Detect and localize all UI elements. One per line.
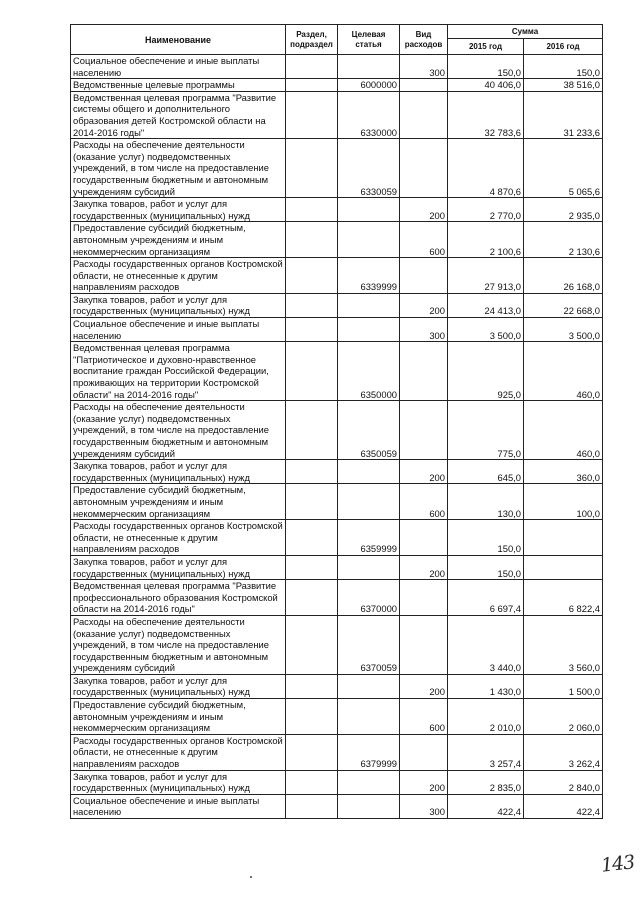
row-2015-cell: 40 406,0 bbox=[448, 79, 524, 92]
handwritten-page-number: 143 bbox=[599, 851, 636, 877]
table-row bbox=[71, 293, 603, 317]
row-section-cell bbox=[286, 55, 338, 79]
row-name-cell: Расходы государственных органов Костромской области, не отнесенные к другим направлениям расходов bbox=[71, 258, 286, 294]
table-row bbox=[71, 734, 603, 770]
row-2016-cell: 2 840,0 bbox=[524, 770, 603, 794]
row-type-cell: 300 bbox=[400, 794, 448, 818]
row-target-cell bbox=[338, 55, 400, 79]
row-2015-cell: 2 835,0 bbox=[448, 770, 524, 794]
row-type-cell: 200 bbox=[400, 674, 448, 698]
row-name-cell: Расходы государственных органов Костромской области, не отнесенные к другим направлениям расходов bbox=[71, 520, 286, 556]
row-section-cell bbox=[286, 734, 338, 770]
row-name-cell: Социальное обеспечение и иные выплаты населению bbox=[71, 55, 286, 79]
row-2015-cell: 3 500,0 bbox=[448, 318, 524, 342]
row-type-cell: 200 bbox=[400, 555, 448, 579]
row-name-cell: Закупка товаров, работ и услуг для государственных (муниципальных) нужд bbox=[71, 674, 286, 698]
row-2015-cell: 150,0 bbox=[448, 520, 524, 556]
row-target-cell: 6370000 bbox=[338, 580, 400, 616]
row-section-cell bbox=[286, 222, 338, 258]
row-type-cell bbox=[400, 258, 448, 294]
row-2015-cell: 150,0 bbox=[448, 555, 524, 579]
row-section-cell bbox=[286, 293, 338, 317]
row-2015-cell: 2 010,0 bbox=[448, 699, 524, 735]
table-row bbox=[71, 460, 603, 484]
row-target-cell bbox=[338, 318, 400, 342]
row-type-cell bbox=[400, 580, 448, 616]
row-type-cell: 600 bbox=[400, 484, 448, 520]
row-type-cell: 600 bbox=[400, 699, 448, 735]
row-target-cell bbox=[338, 770, 400, 794]
header-type: Вид расходов bbox=[400, 25, 448, 55]
row-2016-cell: 3 500,0 bbox=[524, 318, 603, 342]
row-2015-cell: 27 913,0 bbox=[448, 258, 524, 294]
row-2015-cell: 3 257,4 bbox=[448, 734, 524, 770]
row-section-cell bbox=[286, 615, 338, 674]
row-name-cell: Расходы на обеспечение деятельности (оказание услуг) подведомственных учреждений, в том числе на предоставление государственным бюджетным и автономным учреждениям субсидий bbox=[71, 615, 286, 674]
table-row bbox=[71, 484, 603, 520]
row-2015-cell: 3 440,0 bbox=[448, 615, 524, 674]
row-2016-cell: 150,0 bbox=[524, 55, 603, 79]
row-section-cell bbox=[286, 555, 338, 579]
row-name-cell: Расходы государственных органов Костромской области, не отнесенные к другим направлениям расходов bbox=[71, 734, 286, 770]
row-name-cell: Ведомственная целевая программа "Развитие профессионального образования Костромской области на 2014-2016 годы" bbox=[71, 580, 286, 616]
table-row bbox=[71, 770, 603, 794]
table-row bbox=[71, 580, 603, 616]
table-row bbox=[71, 342, 603, 401]
row-name-cell: Ведомственная целевая программа "Развитие системы общего и дополнительного образования детей Костромской области на 2014-2016 годы" bbox=[71, 91, 286, 138]
row-target-cell: 6350059 bbox=[338, 401, 400, 460]
row-target-cell bbox=[338, 794, 400, 818]
row-2016-cell: 22 668,0 bbox=[524, 293, 603, 317]
row-2016-cell: 100,0 bbox=[524, 484, 603, 520]
row-section-cell bbox=[286, 770, 338, 794]
row-type-cell bbox=[400, 91, 448, 138]
row-2016-cell: 460,0 bbox=[524, 342, 603, 401]
table-row bbox=[71, 401, 603, 460]
row-target-cell: 6379999 bbox=[338, 734, 400, 770]
row-2015-cell: 1 430,0 bbox=[448, 674, 524, 698]
row-name-cell: Предоставление субсидий бюджетным, автономным учреждениям и иным некоммерческим организациям bbox=[71, 484, 286, 520]
row-type-cell bbox=[400, 734, 448, 770]
row-2016-cell: 2 060,0 bbox=[524, 699, 603, 735]
row-2016-cell: 360,0 bbox=[524, 460, 603, 484]
row-target-cell bbox=[338, 293, 400, 317]
row-section-cell bbox=[286, 699, 338, 735]
row-section-cell bbox=[286, 794, 338, 818]
row-type-cell bbox=[400, 520, 448, 556]
row-name-cell: Закупка товаров, работ и услуг для государственных (муниципальных) нужд bbox=[71, 555, 286, 579]
row-2015-cell: 2 770,0 bbox=[448, 198, 524, 222]
table-row bbox=[71, 198, 603, 222]
row-section-cell bbox=[286, 580, 338, 616]
row-target-cell: 6339999 bbox=[338, 258, 400, 294]
header-sum: Сумма bbox=[448, 25, 603, 39]
row-2015-cell: 2 100,6 bbox=[448, 222, 524, 258]
row-type-cell bbox=[400, 79, 448, 92]
row-type-cell: 200 bbox=[400, 293, 448, 317]
row-target-cell: 6350000 bbox=[338, 342, 400, 401]
scan-speck bbox=[250, 876, 252, 878]
row-2015-cell: 775,0 bbox=[448, 401, 524, 460]
row-type-cell bbox=[400, 139, 448, 198]
row-type-cell: 200 bbox=[400, 198, 448, 222]
row-target-cell bbox=[338, 460, 400, 484]
row-target-cell bbox=[338, 222, 400, 258]
header-year-2015: 2015 год bbox=[448, 39, 524, 55]
row-type-cell: 200 bbox=[400, 460, 448, 484]
row-target-cell: 6330059 bbox=[338, 139, 400, 198]
table-row bbox=[71, 79, 603, 92]
row-target-cell: 6000000 bbox=[338, 79, 400, 92]
row-2016-cell: 26 168,0 bbox=[524, 258, 603, 294]
table-row bbox=[71, 318, 603, 342]
row-name-cell: Социальное обеспечение и иные выплаты населению bbox=[71, 794, 286, 818]
row-section-cell bbox=[286, 401, 338, 460]
row-target-cell bbox=[338, 699, 400, 735]
table-header bbox=[71, 25, 603, 55]
row-section-cell bbox=[286, 460, 338, 484]
row-target-cell: 6359999 bbox=[338, 520, 400, 556]
row-2016-cell: 5 065,6 bbox=[524, 139, 603, 198]
row-2015-cell: 4 870,6 bbox=[448, 139, 524, 198]
row-2016-cell bbox=[524, 520, 603, 556]
row-target-cell: 6370059 bbox=[338, 615, 400, 674]
row-target-cell bbox=[338, 198, 400, 222]
row-target-cell bbox=[338, 484, 400, 520]
row-section-cell bbox=[286, 91, 338, 138]
row-section-cell bbox=[286, 139, 338, 198]
header-section: Раздел, подраздел bbox=[286, 25, 338, 55]
row-type-cell: 600 bbox=[400, 222, 448, 258]
row-2016-cell: 3 262,4 bbox=[524, 734, 603, 770]
table-row bbox=[71, 55, 603, 79]
row-name-cell: Ведомственная целевая программа "Патриотическое и духовно-нравственное воспитание граждан Российской Федерации, проживающих на территории Костромской области" на 2014-2016 годы" bbox=[71, 342, 286, 401]
table-body bbox=[71, 55, 603, 819]
row-section-cell bbox=[286, 79, 338, 92]
row-2015-cell: 32 783,6 bbox=[448, 91, 524, 138]
row-2016-cell: 2 130,6 bbox=[524, 222, 603, 258]
row-name-cell: Ведомственные целевые программы bbox=[71, 79, 286, 92]
table-row bbox=[71, 699, 603, 735]
row-name-cell: Расходы на обеспечение деятельности (оказание услуг) подведомственных учреждений, в том числе на предоставление государственным бюджетным и автономным учреждениям субсидий bbox=[71, 139, 286, 198]
row-2015-cell: 645,0 bbox=[448, 460, 524, 484]
row-section-cell bbox=[286, 520, 338, 556]
header-name: Наименование bbox=[71, 25, 286, 55]
table-row bbox=[71, 674, 603, 698]
row-target-cell: 6330000 bbox=[338, 91, 400, 138]
row-section-cell bbox=[286, 258, 338, 294]
row-2016-cell: 422,4 bbox=[524, 794, 603, 818]
row-2015-cell: 422,4 bbox=[448, 794, 524, 818]
row-2015-cell: 24 413,0 bbox=[448, 293, 524, 317]
row-section-cell bbox=[286, 674, 338, 698]
row-2015-cell: 150,0 bbox=[448, 55, 524, 79]
row-name-cell: Закупка товаров, работ и услуг для государственных (муниципальных) нужд bbox=[71, 198, 286, 222]
row-type-cell bbox=[400, 615, 448, 674]
table-row bbox=[71, 258, 603, 294]
row-2016-cell: 31 233,6 bbox=[524, 91, 603, 138]
row-name-cell: Расходы на обеспечение деятельности (оказание услуг) подведомственных учреждений, в том числе на предоставление государственным бюджетным и автономным учреждениям субсидий bbox=[71, 401, 286, 460]
table-row bbox=[71, 794, 603, 818]
row-type-cell bbox=[400, 342, 448, 401]
row-2016-cell: 1 500,0 bbox=[524, 674, 603, 698]
row-2015-cell: 130,0 bbox=[448, 484, 524, 520]
header-year-2016: 2016 год bbox=[524, 39, 603, 55]
table-row bbox=[71, 555, 603, 579]
row-2015-cell: 925,0 bbox=[448, 342, 524, 401]
row-type-cell bbox=[400, 401, 448, 460]
row-name-cell: Предоставление субсидий бюджетным, автономным учреждениям и иным некоммерческим организациям bbox=[71, 222, 286, 258]
row-name-cell: Закупка товаров, работ и услуг для государственных (муниципальных) нужд bbox=[71, 460, 286, 484]
row-2016-cell: 38 516,0 bbox=[524, 79, 603, 92]
row-type-cell: 200 bbox=[400, 770, 448, 794]
row-2016-cell: 6 822,4 bbox=[524, 580, 603, 616]
row-2015-cell: 6 697,4 bbox=[448, 580, 524, 616]
table-row bbox=[71, 91, 603, 138]
table-row bbox=[71, 222, 603, 258]
row-name-cell: Закупка товаров, работ и услуг для государственных (муниципальных) нужд bbox=[71, 770, 286, 794]
header-target: Целевая статья bbox=[338, 25, 400, 55]
row-section-cell bbox=[286, 484, 338, 520]
table-row bbox=[71, 615, 603, 674]
row-2016-cell: 3 560,0 bbox=[524, 615, 603, 674]
row-target-cell bbox=[338, 555, 400, 579]
table-row bbox=[71, 139, 603, 198]
row-2016-cell: 460,0 bbox=[524, 401, 603, 460]
budget-table bbox=[70, 24, 603, 819]
table-row bbox=[71, 520, 603, 556]
row-name-cell: Закупка товаров, работ и услуг для государственных (муниципальных) нужд bbox=[71, 293, 286, 317]
row-2016-cell bbox=[524, 555, 603, 579]
row-section-cell bbox=[286, 342, 338, 401]
row-name-cell: Предоставление субсидий бюджетным, автономным учреждениям и иным некоммерческим организациям bbox=[71, 699, 286, 735]
row-type-cell: 300 bbox=[400, 318, 448, 342]
row-section-cell bbox=[286, 198, 338, 222]
row-type-cell: 300 bbox=[400, 55, 448, 79]
row-section-cell bbox=[286, 318, 338, 342]
row-2016-cell: 2 935,0 bbox=[524, 198, 603, 222]
row-name-cell: Социальное обеспечение и иные выплаты населению bbox=[71, 318, 286, 342]
row-target-cell bbox=[338, 674, 400, 698]
